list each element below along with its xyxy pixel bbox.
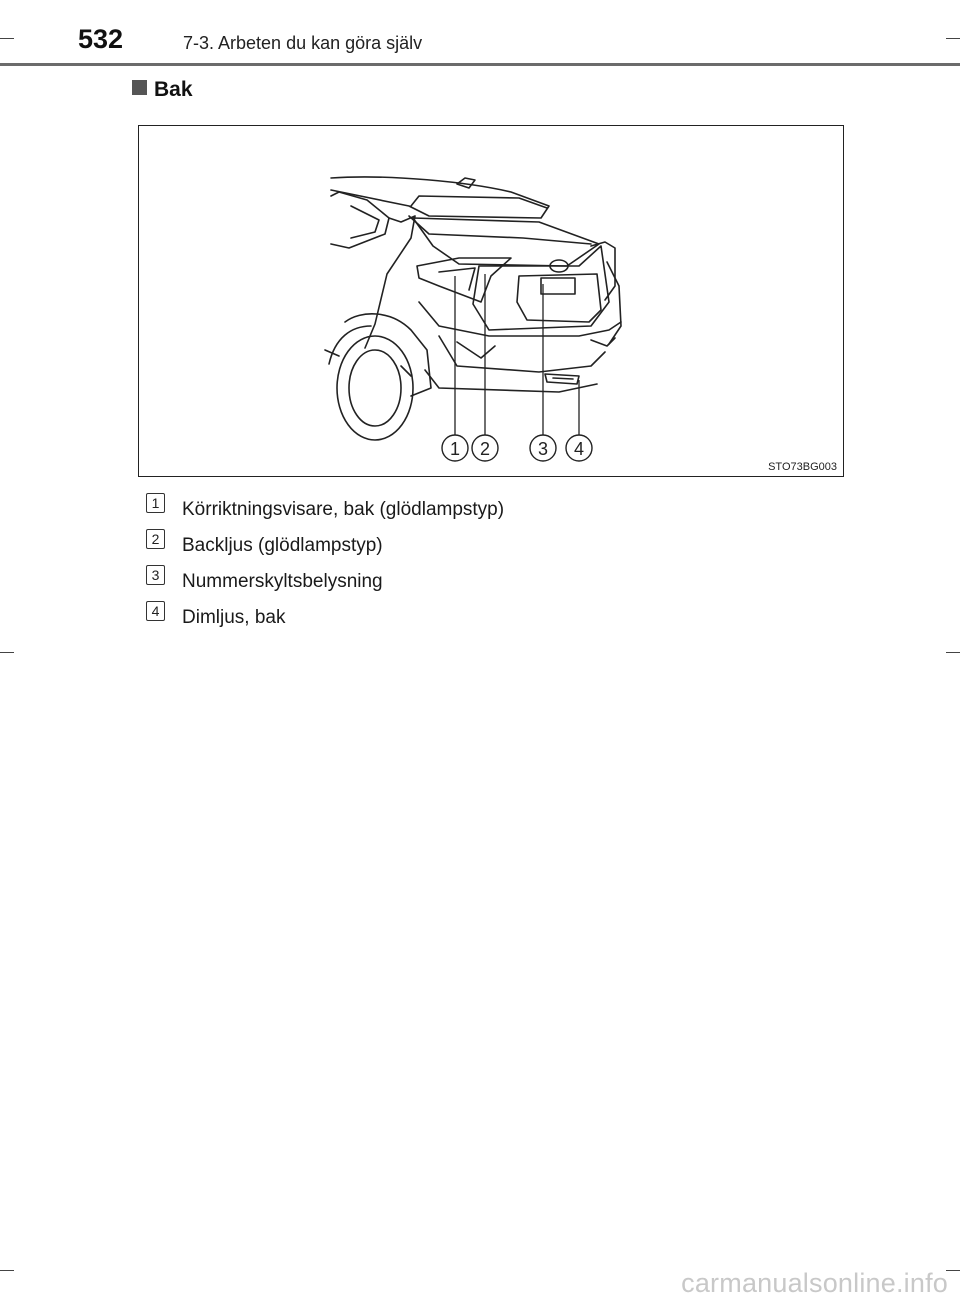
legend-number-badge: 1 — [146, 493, 165, 513]
figure-rear-lights — [138, 125, 844, 477]
header-rule — [0, 63, 960, 66]
figure-code: STO73BG003 — [768, 461, 837, 473]
legend-number-badge: 2 — [146, 529, 165, 549]
legend-text: Backljus (glödlampstyp) — [182, 535, 383, 556]
legend-number-badge: 3 — [146, 565, 165, 585]
legend-item — [146, 492, 504, 528]
legend-text: Nummerskyltsbelysning — [182, 571, 383, 592]
section-heading — [132, 78, 193, 102]
chapter-title: 7-3. Arbeten du kan göra själv — [183, 33, 423, 53]
crop-mark — [946, 652, 960, 653]
watermark: carmanualsonline.info — [681, 1268, 948, 1298]
callout-label-4: 4 — [573, 439, 585, 459]
legend-list — [146, 492, 504, 636]
section-heading-text: Bak — [154, 78, 193, 101]
crop-mark — [946, 38, 960, 39]
legend-text: Dimljus, bak — [182, 607, 286, 628]
page-number: 532 — [78, 24, 124, 54]
car-rear-illustration — [139, 126, 845, 478]
square-icon — [132, 80, 147, 95]
legend-text: Körriktningsvisare, bak (glödlampstyp) — [182, 499, 505, 520]
legend-number-badge: 4 — [146, 601, 165, 621]
legend-item — [146, 564, 504, 600]
callout-label-3: 3 — [537, 439, 549, 459]
callout-label-1: 1 — [449, 439, 461, 459]
crop-mark — [0, 652, 14, 653]
callout-label-2: 2 — [479, 439, 491, 459]
crop-mark — [946, 1270, 960, 1271]
legend-item — [146, 600, 504, 636]
crop-mark — [0, 38, 14, 39]
legend-item — [146, 528, 504, 564]
crop-mark — [0, 1270, 14, 1271]
